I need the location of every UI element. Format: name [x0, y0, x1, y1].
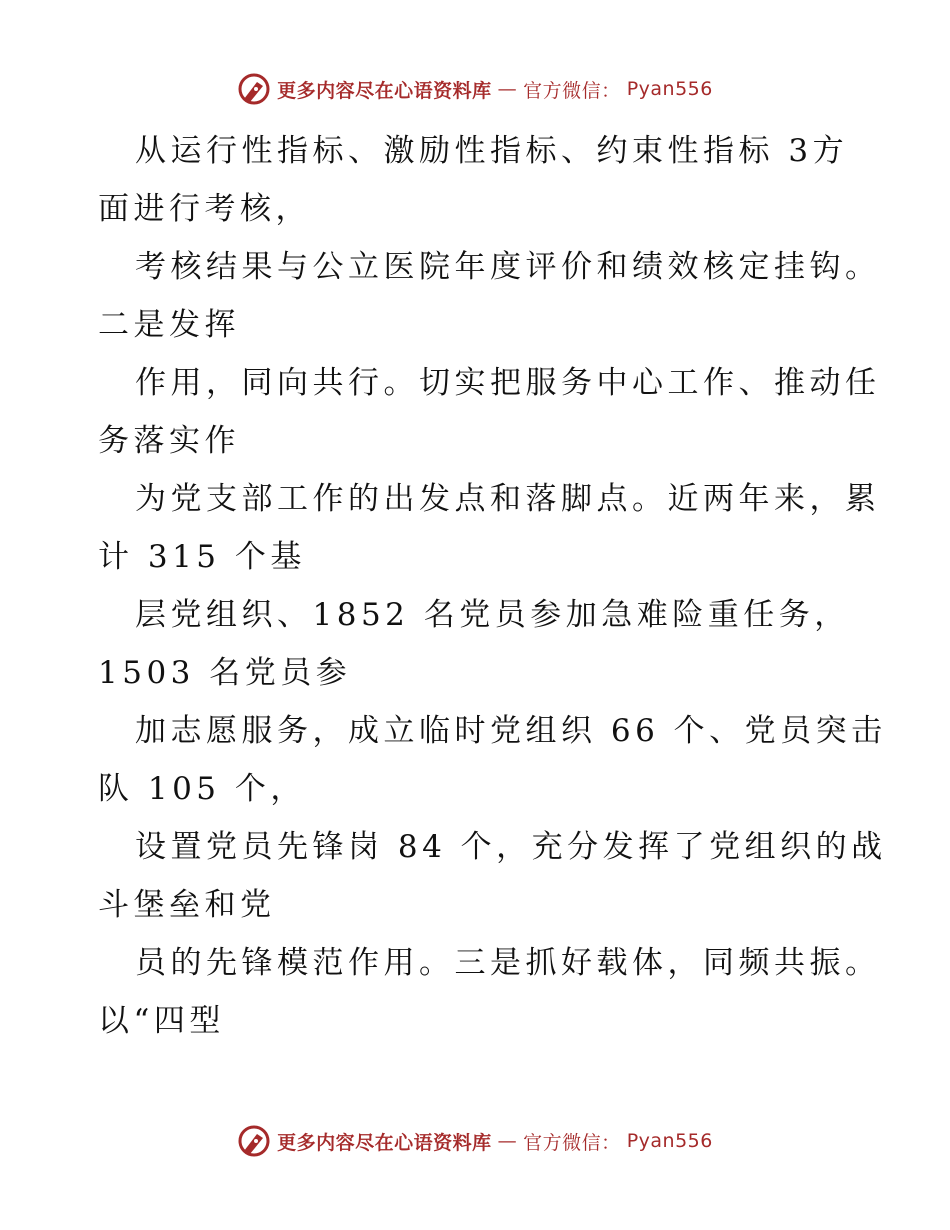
- pen-nib-logo-icon: [237, 72, 271, 106]
- footer-watermark: [0, 1124, 950, 1158]
- text-line: 作用，同向共行。切实把服务中心工作、推动任: [135, 365, 881, 401]
- text-line: 从运行性指标、激励性指标、约束性指标 3方: [135, 133, 849, 169]
- text-line: 为党支部工作的出发点和落脚点。近两年来，累: [135, 481, 881, 517]
- text-line: 设置党员先锋岗 84 个，充分发挥了党组织的战: [135, 829, 887, 865]
- header-watermark: [0, 72, 950, 106]
- watermark-wechat-label: 官方微信：: [523, 79, 621, 102]
- text-line: 层党组织、1852 名党员参加急难险重任务，: [135, 597, 850, 633]
- watermark-wechat-id: Pyan556: [626, 78, 713, 100]
- text-line: 斗堡垒和党: [98, 887, 276, 923]
- text-line: 1503 名党员参: [98, 655, 352, 691]
- document-body: [98, 122, 887, 1050]
- text-line: 务落实作: [98, 423, 240, 459]
- text-line: 考核结果与公立医院年度评价和绩效核定挂钩。: [135, 249, 881, 285]
- watermark-separator: —: [497, 1130, 518, 1152]
- watermark-separator: —: [497, 78, 518, 100]
- watermark-brand: 更多内容尽在心语资料库: [277, 1131, 492, 1154]
- text-line: 以“四型: [98, 1003, 225, 1039]
- text-line: 面进行考核，: [98, 191, 311, 227]
- text-line: 员的先锋模范作用。三是抓好载体，同频共振。: [135, 945, 881, 981]
- text-line: 二是发挥: [98, 307, 240, 343]
- text-line: 计 315 个基: [98, 539, 306, 575]
- pen-nib-logo-icon: [237, 1124, 271, 1158]
- text-line: 队 105 个，: [98, 771, 306, 807]
- watermark-wechat-label: 官方微信：: [523, 1131, 621, 1154]
- text-line: 加志愿服务，成立临时党组织 66 个、党员突击: [135, 713, 887, 749]
- watermark-wechat-id: Pyan556: [626, 1130, 713, 1152]
- watermark-brand: 更多内容尽在心语资料库: [277, 79, 492, 102]
